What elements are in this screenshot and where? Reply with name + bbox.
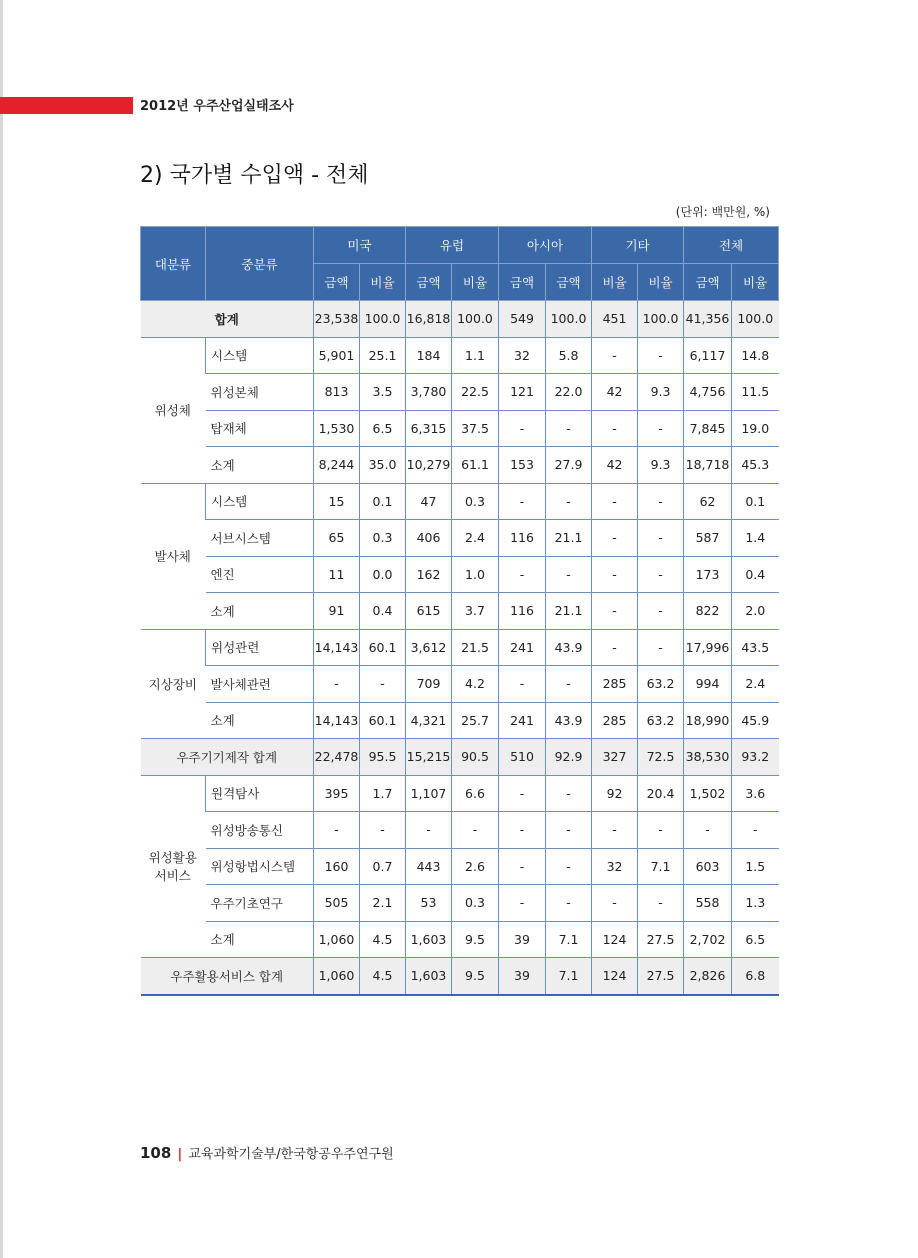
- page-edge: [0, 0, 3, 1258]
- value-cell: 25.1: [360, 337, 406, 374]
- value-cell: -: [592, 885, 638, 922]
- value-cell: 90.5: [452, 739, 499, 776]
- value-cell: 8,244: [314, 447, 360, 484]
- value-cell: 1.0: [452, 556, 499, 593]
- value-cell: 7,845: [684, 410, 732, 447]
- value-cell: 9.5: [452, 921, 499, 958]
- service-total-row: [141, 958, 779, 995]
- header-accent-bar: [0, 97, 133, 114]
- value-cell: 241: [499, 629, 546, 666]
- sub-category: 위성항법시스템: [206, 848, 314, 885]
- table-row: [141, 337, 779, 374]
- sub-category: 시스템: [206, 337, 314, 374]
- col-region: 기타: [592, 227, 684, 264]
- total-label: 우주기기제작 합계: [141, 739, 314, 776]
- value-cell: 184: [406, 337, 452, 374]
- value-cell: 7.1: [546, 958, 592, 995]
- major-category: [141, 775, 206, 958]
- value-cell: -: [360, 666, 406, 703]
- value-cell: 2,702: [684, 921, 732, 958]
- value-cell: 3.7: [452, 593, 499, 630]
- col-sub: 금액: [499, 264, 546, 301]
- value-cell: 4.5: [360, 958, 406, 995]
- value-cell: 95.5: [360, 739, 406, 776]
- value-cell: 451: [592, 301, 638, 338]
- value-cell: 2.4: [452, 520, 499, 557]
- value-cell: 2.4: [732, 666, 779, 703]
- table-row: [141, 556, 779, 593]
- value-cell: 53: [406, 885, 452, 922]
- col-region: 유럽: [406, 227, 499, 264]
- value-cell: -: [592, 593, 638, 630]
- sub-category: 소계: [206, 593, 314, 630]
- value-cell: -: [546, 483, 592, 520]
- sub-category: 탑재체: [206, 410, 314, 447]
- value-cell: -: [732, 812, 779, 849]
- value-cell: 443: [406, 848, 452, 885]
- value-cell: 60.1: [360, 702, 406, 739]
- col-sub: 금액: [684, 264, 732, 301]
- value-cell: 994: [684, 666, 732, 703]
- header-title: 2012년 우주산업실태조사: [140, 99, 294, 114]
- value-cell: 93.2: [732, 739, 779, 776]
- value-cell: -: [499, 885, 546, 922]
- value-cell: 15,215: [406, 739, 452, 776]
- value-cell: 6,315: [406, 410, 452, 447]
- value-cell: 153: [499, 447, 546, 484]
- sub-category: 엔진: [206, 556, 314, 593]
- value-cell: 6.5: [732, 921, 779, 958]
- value-cell: -: [638, 812, 684, 849]
- value-cell: 41,356: [684, 301, 732, 338]
- value-cell: 1,060: [314, 921, 360, 958]
- table-row: [141, 812, 779, 849]
- value-cell: 587: [684, 520, 732, 557]
- value-cell: 0.3: [452, 885, 499, 922]
- value-cell: -: [592, 337, 638, 374]
- value-cell: 241: [499, 702, 546, 739]
- col-major: 대분류: [141, 227, 206, 301]
- value-cell: 1.4: [732, 520, 779, 557]
- value-cell: 19.0: [732, 410, 779, 447]
- value-cell: 32: [499, 337, 546, 374]
- col-sub: 비율: [452, 264, 499, 301]
- value-cell: 22,478: [314, 739, 360, 776]
- value-cell: 4.5: [360, 921, 406, 958]
- value-cell: 6.5: [360, 410, 406, 447]
- col-mid: 중분류: [206, 227, 314, 301]
- value-cell: -: [499, 666, 546, 703]
- value-cell: -: [499, 556, 546, 593]
- value-cell: 43.9: [546, 702, 592, 739]
- value-cell: -: [638, 593, 684, 630]
- value-cell: -: [638, 885, 684, 922]
- value-cell: 160: [314, 848, 360, 885]
- header-row-1: [141, 227, 779, 264]
- value-cell: 116: [499, 520, 546, 557]
- value-cell: 285: [592, 702, 638, 739]
- value-cell: -: [638, 483, 684, 520]
- value-cell: 27.5: [638, 958, 684, 995]
- value-cell: 27.9: [546, 447, 592, 484]
- value-cell: -: [592, 629, 638, 666]
- value-cell: 22.5: [452, 374, 499, 411]
- value-cell: -: [546, 410, 592, 447]
- col-sub: 비율: [592, 264, 638, 301]
- value-cell: 116: [499, 593, 546, 630]
- value-cell: 1.1: [452, 337, 499, 374]
- value-cell: 1,603: [406, 958, 452, 995]
- sub-category: 위성방송통신: [206, 812, 314, 849]
- value-cell: 92: [592, 775, 638, 812]
- value-cell: 3.6: [732, 775, 779, 812]
- value-cell: -: [406, 812, 452, 849]
- value-cell: 2,826: [684, 958, 732, 995]
- col-sub: 비율: [360, 264, 406, 301]
- major-category: 발사체: [141, 483, 206, 629]
- value-cell: 0.3: [452, 483, 499, 520]
- value-cell: 6.6: [452, 775, 499, 812]
- col-sub: 금액: [314, 264, 360, 301]
- value-cell: 3,780: [406, 374, 452, 411]
- value-cell: 0.3: [360, 520, 406, 557]
- value-cell: 16,818: [406, 301, 452, 338]
- value-cell: 1,502: [684, 775, 732, 812]
- value-cell: 4,321: [406, 702, 452, 739]
- value-cell: 43.9: [546, 629, 592, 666]
- value-cell: 100.0: [732, 301, 779, 338]
- col-region: 미국: [314, 227, 406, 264]
- value-cell: 1,060: [314, 958, 360, 995]
- value-cell: -: [499, 483, 546, 520]
- value-cell: -: [638, 337, 684, 374]
- value-cell: 0.4: [360, 593, 406, 630]
- table-row: [141, 848, 779, 885]
- manufacturing-total-row: [141, 739, 779, 776]
- value-cell: 7.1: [638, 848, 684, 885]
- value-cell: 32: [592, 848, 638, 885]
- value-cell: 603: [684, 848, 732, 885]
- total-label: 우주활용서비스 합계: [141, 958, 314, 995]
- value-cell: 0.1: [732, 483, 779, 520]
- grand-total-row: [141, 301, 779, 338]
- value-cell: -: [546, 556, 592, 593]
- table-row: [141, 921, 779, 958]
- unit-note: (단위: 백만원, %): [675, 205, 770, 219]
- table-row: [141, 483, 779, 520]
- value-cell: 3,612: [406, 629, 452, 666]
- value-cell: 63.2: [638, 702, 684, 739]
- value-cell: 65: [314, 520, 360, 557]
- value-cell: 1,603: [406, 921, 452, 958]
- value-cell: 0.1: [360, 483, 406, 520]
- table-row: [141, 593, 779, 630]
- value-cell: 100.0: [638, 301, 684, 338]
- value-cell: -: [592, 410, 638, 447]
- value-cell: -: [592, 812, 638, 849]
- value-cell: 615: [406, 593, 452, 630]
- col-sub: 금액: [546, 264, 592, 301]
- value-cell: -: [638, 629, 684, 666]
- value-cell: 121: [499, 374, 546, 411]
- sub-category: 발사체관련: [206, 666, 314, 703]
- major-category-line: 서비스: [154, 868, 191, 884]
- value-cell: 45.3: [732, 447, 779, 484]
- value-cell: 558: [684, 885, 732, 922]
- value-cell: 6.8: [732, 958, 779, 995]
- value-cell: 7.1: [546, 921, 592, 958]
- import-table: [140, 226, 779, 996]
- value-cell: 9.3: [638, 447, 684, 484]
- value-cell: 62: [684, 483, 732, 520]
- value-cell: 4,756: [684, 374, 732, 411]
- value-cell: -: [592, 556, 638, 593]
- value-cell: -: [499, 812, 546, 849]
- value-cell: 35.0: [360, 447, 406, 484]
- publisher: 교육과학기술부/한국항공우주연구원: [188, 1147, 394, 1162]
- value-cell: -: [499, 775, 546, 812]
- sub-category: 원격탐사: [206, 775, 314, 812]
- value-cell: 100.0: [360, 301, 406, 338]
- value-cell: 15: [314, 483, 360, 520]
- value-cell: 11.5: [732, 374, 779, 411]
- sub-category: 우주기초연구: [206, 885, 314, 922]
- value-cell: 327: [592, 739, 638, 776]
- sub-category: 위성관련: [206, 629, 314, 666]
- value-cell: -: [592, 483, 638, 520]
- value-cell: 60.1: [360, 629, 406, 666]
- sub-category: 시스템: [206, 483, 314, 520]
- value-cell: 2.1: [360, 885, 406, 922]
- value-cell: 549: [499, 301, 546, 338]
- value-cell: 813: [314, 374, 360, 411]
- major-category: 위성체: [141, 337, 206, 483]
- value-cell: 21.1: [546, 520, 592, 557]
- value-cell: 42: [592, 447, 638, 484]
- value-cell: 37.5: [452, 410, 499, 447]
- value-cell: 38,530: [684, 739, 732, 776]
- table-row: [141, 374, 779, 411]
- value-cell: -: [452, 812, 499, 849]
- value-cell: -: [546, 812, 592, 849]
- table-row: [141, 629, 779, 666]
- table-row: [141, 447, 779, 484]
- value-cell: 47: [406, 483, 452, 520]
- value-cell: 0.4: [732, 556, 779, 593]
- value-cell: 14,143: [314, 702, 360, 739]
- col-region: 전체: [684, 227, 779, 264]
- value-cell: 18,718: [684, 447, 732, 484]
- value-cell: -: [546, 848, 592, 885]
- value-cell: 395: [314, 775, 360, 812]
- value-cell: 17,996: [684, 629, 732, 666]
- col-region: 아시아: [499, 227, 592, 264]
- value-cell: 173: [684, 556, 732, 593]
- value-cell: -: [314, 666, 360, 703]
- section-title: 2) 국가별 수입액 - 전체: [140, 163, 369, 188]
- value-cell: 14,143: [314, 629, 360, 666]
- value-cell: 9.5: [452, 958, 499, 995]
- col-sub: 비율: [732, 264, 779, 301]
- value-cell: 21.1: [546, 593, 592, 630]
- sub-category: 위성본체: [206, 374, 314, 411]
- value-cell: 45.9: [732, 702, 779, 739]
- value-cell: 1.3: [732, 885, 779, 922]
- value-cell: 39: [499, 958, 546, 995]
- footer: [140, 1143, 394, 1162]
- value-cell: 11: [314, 556, 360, 593]
- sub-category: 소계: [206, 921, 314, 958]
- value-cell: -: [546, 666, 592, 703]
- value-cell: 285: [592, 666, 638, 703]
- value-cell: 162: [406, 556, 452, 593]
- col-sub: 비율: [638, 264, 684, 301]
- value-cell: 1.5: [732, 848, 779, 885]
- value-cell: 2.0: [732, 593, 779, 630]
- value-cell: 91: [314, 593, 360, 630]
- value-cell: 5.8: [546, 337, 592, 374]
- page-number: 108: [140, 1144, 172, 1162]
- major-category-line: 위성활용: [148, 850, 197, 866]
- sub-category: 소계: [206, 447, 314, 484]
- table-row: [141, 702, 779, 739]
- value-cell: 72.5: [638, 739, 684, 776]
- value-cell: -: [638, 520, 684, 557]
- value-cell: 1,530: [314, 410, 360, 447]
- value-cell: 0.7: [360, 848, 406, 885]
- value-cell: 0.0: [360, 556, 406, 593]
- value-cell: 42: [592, 374, 638, 411]
- value-cell: 822: [684, 593, 732, 630]
- col-sub: 금액: [406, 264, 452, 301]
- value-cell: 124: [592, 921, 638, 958]
- table-row: [141, 775, 779, 812]
- value-cell: 709: [406, 666, 452, 703]
- table-row: [141, 410, 779, 447]
- value-cell: 25.7: [452, 702, 499, 739]
- table-row: [141, 666, 779, 703]
- value-cell: -: [314, 812, 360, 849]
- value-cell: 20.4: [638, 775, 684, 812]
- total-label: 합계: [141, 301, 314, 338]
- table-row: [141, 520, 779, 557]
- value-cell: -: [684, 812, 732, 849]
- value-cell: 406: [406, 520, 452, 557]
- sub-category: 서브시스템: [206, 520, 314, 557]
- value-cell: 92.9: [546, 739, 592, 776]
- value-cell: 9.3: [638, 374, 684, 411]
- value-cell: 5,901: [314, 337, 360, 374]
- value-cell: 21.5: [452, 629, 499, 666]
- value-cell: 39: [499, 921, 546, 958]
- sub-category: 소계: [206, 702, 314, 739]
- value-cell: -: [499, 848, 546, 885]
- value-cell: -: [638, 410, 684, 447]
- value-cell: 1,107: [406, 775, 452, 812]
- value-cell: 100.0: [546, 301, 592, 338]
- value-cell: 510: [499, 739, 546, 776]
- value-cell: 124: [592, 958, 638, 995]
- value-cell: 23,538: [314, 301, 360, 338]
- table-row: [141, 885, 779, 922]
- value-cell: -: [360, 812, 406, 849]
- value-cell: -: [499, 410, 546, 447]
- value-cell: 1.7: [360, 775, 406, 812]
- value-cell: -: [546, 885, 592, 922]
- value-cell: 100.0: [452, 301, 499, 338]
- footer-separator: |: [177, 1147, 183, 1162]
- value-cell: 43.5: [732, 629, 779, 666]
- value-cell: 18,990: [684, 702, 732, 739]
- value-cell: -: [638, 556, 684, 593]
- value-cell: -: [592, 520, 638, 557]
- value-cell: 2.6: [452, 848, 499, 885]
- value-cell: 27.5: [638, 921, 684, 958]
- value-cell: 63.2: [638, 666, 684, 703]
- value-cell: 10,279: [406, 447, 452, 484]
- value-cell: 4.2: [452, 666, 499, 703]
- value-cell: 22.0: [546, 374, 592, 411]
- major-category: 지상장비: [141, 629, 206, 739]
- value-cell: 61.1: [452, 447, 499, 484]
- value-cell: 6,117: [684, 337, 732, 374]
- value-cell: 505: [314, 885, 360, 922]
- value-cell: 14.8: [732, 337, 779, 374]
- value-cell: 3.5: [360, 374, 406, 411]
- value-cell: -: [546, 775, 592, 812]
